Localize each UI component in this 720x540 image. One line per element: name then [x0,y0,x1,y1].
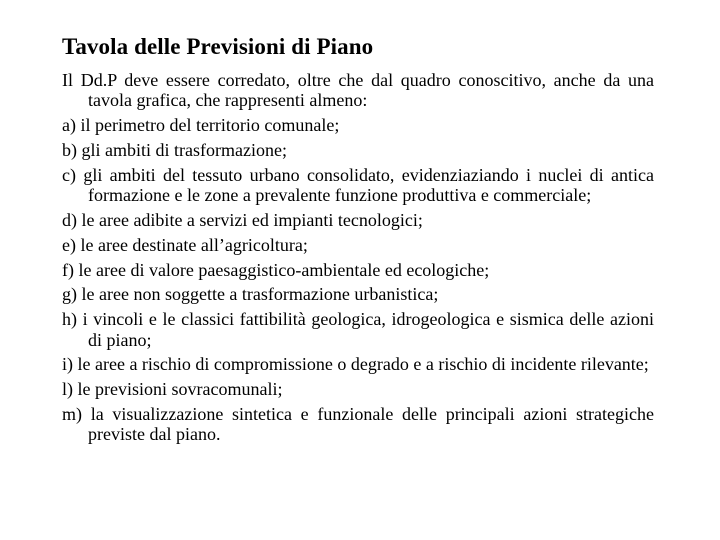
list-item-l: l) le previsioni sovracomunali; [62,379,283,400]
list-item-d: d) le aree adibite a servizi ed impianti tecnologici; [62,210,423,230]
intro-paragraph: Il Dd.P deve essere corredato, oltre che dal quadro conoscitivo, anche da una tavola grafica, che rappresenti almeno: [62,70,654,111]
list-item-f: f) le aree di valore paesaggistico-ambientale ed ecologiche; [62,259,490,280]
document-slide [62,32,654,449]
list-item-g: g) le aree non soggette a trasformazione urbanistica; [62,284,439,305]
list-item-a: a) il perimetro del territorio comunale; [62,115,340,136]
list-item-i: i) le aree a rischio di compromissione o degrado e a rischio di incidente rilevante; [62,354,649,375]
list-item-h: h) i vincoli e le classici fattibilità geologica, idrogeologica e sismica delle azioni di piano; [62,309,654,350]
list-item-m: m) la visualizzazione sintetica e funzionale delle principali azioni strategiche previste dal piano. [62,403,654,445]
document-body [62,70,654,445]
list-item-b: b) gli ambiti di trasformazione; [62,140,287,160]
list-item-e: e) le aree destinate all’agricoltura; [62,234,308,255]
list-item-c: c) gli ambiti del tessuto urbano consolidato, evidenziaziando i nuclei di antica formazione e le zone a prevalente funzione produttiva e commerciale; [62,164,654,206]
document-title: Tavola delle Previsioni di Piano [62,34,374,59]
